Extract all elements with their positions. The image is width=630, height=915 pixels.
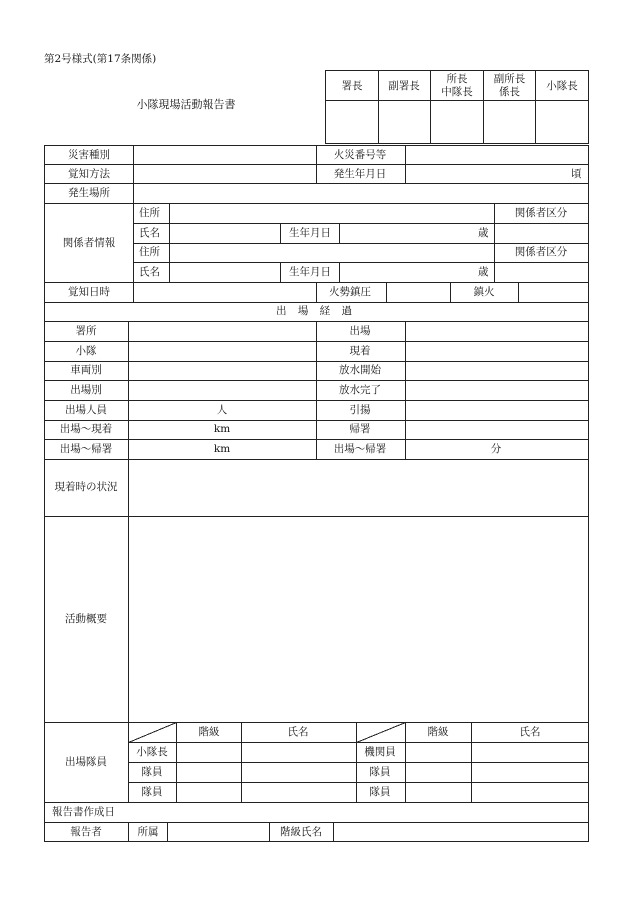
crew-engineer-rank-field[interactable] bbox=[406, 743, 471, 762]
to-return-time-label: 出場～帰署 bbox=[333, 443, 387, 455]
crew-label: 出場隊員 bbox=[65, 756, 107, 768]
return-label: 帰署 bbox=[349, 423, 371, 435]
crew-member-label-2: 隊員 bbox=[141, 786, 163, 798]
affiliation-field[interactable] bbox=[168, 823, 269, 841]
vehicle-type-field[interactable] bbox=[129, 362, 316, 380]
person2-name-label: 氏名 bbox=[139, 266, 160, 278]
crew-platoon-leader-rank-field[interactable] bbox=[177, 743, 241, 762]
approval-chief-label: 署長 bbox=[341, 80, 363, 92]
crew-name-header-left: 氏名 bbox=[287, 726, 309, 738]
person1-address-field[interactable] bbox=[170, 204, 494, 223]
detection-method-label: 覚知方法 bbox=[68, 168, 110, 180]
stamp-field-chief[interactable] bbox=[326, 101, 378, 143]
person1-name-field[interactable] bbox=[170, 224, 280, 243]
approval-station-chief-label: 所長 中隊長 bbox=[441, 73, 473, 99]
stamp-field-station-chief[interactable] bbox=[431, 101, 483, 143]
withdrawal-field[interactable] bbox=[406, 401, 588, 420]
person1-address-label: 住所 bbox=[139, 207, 160, 219]
person1-category-field[interactable] bbox=[495, 224, 588, 243]
return-field[interactable] bbox=[406, 421, 588, 439]
person1-age-suffix: 歳 bbox=[478, 227, 489, 239]
occurrence-place-label: 発生場所 bbox=[68, 187, 110, 199]
crew-rank-header-left: 階級 bbox=[198, 726, 220, 738]
person2-address-field[interactable] bbox=[170, 244, 494, 262]
platoon-label: 小隊 bbox=[75, 345, 97, 357]
affiliation-label: 所属 bbox=[137, 826, 159, 838]
situation-on-arrival-label: 現着時の状況 bbox=[54, 481, 118, 493]
extinguished-field[interactable] bbox=[519, 283, 588, 302]
stamp-field-deputy-station-chief[interactable] bbox=[484, 101, 535, 143]
form-number: 第2号様式(第17条関係) bbox=[44, 53, 157, 65]
to-return-label: 出場～帰署 bbox=[59, 443, 113, 455]
crew-member2-rank-field[interactable] bbox=[177, 783, 241, 802]
approx-suffix: 頃 bbox=[571, 168, 582, 180]
person1-category-label: 関係者区分 bbox=[514, 207, 568, 219]
vehicle-type-label: 車両別 bbox=[70, 364, 102, 376]
arrival-field[interactable] bbox=[406, 342, 588, 361]
crew-member-label-1: 隊員 bbox=[141, 766, 163, 778]
crew-member1-name-field[interactable] bbox=[242, 763, 356, 782]
person2-age-suffix: 歳 bbox=[478, 266, 489, 278]
reporter-label: 報告者 bbox=[70, 826, 102, 838]
person2-birthdate-field[interactable] bbox=[340, 263, 480, 282]
occurrence-place-field[interactable] bbox=[134, 184, 588, 203]
fire-number-label: 火災番号等 bbox=[333, 149, 387, 161]
crew-member-label-3: 隊員 bbox=[369, 766, 391, 778]
arrival-label: 現着 bbox=[349, 345, 371, 357]
page-title: 小隊現場活動報告書 bbox=[136, 98, 236, 111]
withdrawal-label: 引揚 bbox=[349, 404, 371, 416]
dispatch-type-label: 出場別 bbox=[70, 384, 102, 396]
occurrence-date-label: 発生年月日 bbox=[333, 168, 387, 180]
to-return-km-unit: km bbox=[213, 443, 231, 455]
approval-deputy-chief-label: 副署長 bbox=[388, 80, 420, 92]
crew-member3-name-field[interactable] bbox=[472, 763, 588, 782]
extinguished-label: 鎮火 bbox=[473, 286, 495, 298]
situation-on-arrival-field[interactable] bbox=[129, 460, 588, 516]
detection-method-field[interactable] bbox=[134, 165, 316, 183]
person2-birthdate-label: 生年月日 bbox=[289, 266, 331, 278]
approval-deputy-station-chief-label: 副所長 係長 bbox=[493, 73, 526, 99]
detection-datetime-field[interactable] bbox=[134, 283, 316, 302]
personnel-label: 出場人員 bbox=[65, 404, 107, 416]
platoon-field[interactable] bbox=[129, 342, 316, 361]
crew-rank-header-right: 階級 bbox=[427, 726, 449, 738]
person2-name-field[interactable] bbox=[170, 263, 280, 282]
person2-category-field[interactable] bbox=[495, 263, 588, 282]
water-start-label: 放水開始 bbox=[339, 364, 381, 376]
crew-engineer-label: 機関員 bbox=[364, 746, 396, 758]
station-field[interactable] bbox=[129, 322, 316, 341]
person2-category-label: 関係者区分 bbox=[514, 246, 568, 258]
departure-field[interactable] bbox=[406, 322, 588, 341]
crew-member4-rank-field[interactable] bbox=[406, 783, 471, 802]
crew-member2-name-field[interactable] bbox=[242, 783, 356, 802]
to-arrival-km-unit: km bbox=[213, 423, 231, 435]
crew-platoon-leader-name-field[interactable] bbox=[242, 743, 356, 762]
crew-member3-rank-field[interactable] bbox=[406, 763, 471, 782]
person1-name-label: 氏名 bbox=[139, 227, 160, 239]
water-start-field[interactable] bbox=[406, 362, 588, 380]
rank-name-label: 階級氏名 bbox=[280, 826, 322, 838]
activity-summary-label: 活動概要 bbox=[65, 613, 107, 625]
crew-platoon-leader-label: 小隊長 bbox=[136, 746, 168, 758]
fire-suppressed-field[interactable] bbox=[387, 283, 450, 302]
rank-name-field[interactable] bbox=[334, 823, 588, 841]
related-persons-label: 関係者情報 bbox=[62, 237, 116, 249]
water-end-label: 放水完了 bbox=[339, 384, 381, 396]
dispatch-section-title: 出 場 経 過 bbox=[275, 305, 357, 317]
crew-member-label-4: 隊員 bbox=[369, 786, 391, 798]
crew-member1-rank-field[interactable] bbox=[177, 763, 241, 782]
occurrence-date-field[interactable] bbox=[406, 165, 566, 183]
crew-engineer-name-field[interactable] bbox=[472, 743, 588, 762]
person1-birthdate-label: 生年月日 bbox=[289, 227, 331, 239]
station-label: 署所 bbox=[75, 325, 97, 337]
detection-datetime-label: 覚知日時 bbox=[68, 286, 110, 298]
crew-name-header-right: 氏名 bbox=[519, 726, 541, 738]
report-date-field[interactable] bbox=[129, 803, 588, 822]
disaster-type-field[interactable] bbox=[134, 146, 316, 164]
report-date-label: 報告書作成日 bbox=[52, 806, 115, 818]
person2-address-label: 住所 bbox=[139, 246, 160, 258]
approval-platoon-leader-label: 小隊長 bbox=[546, 80, 578, 92]
fire-suppressed-label: 火勢鎮圧 bbox=[329, 286, 371, 298]
minutes-unit: 分 bbox=[490, 443, 502, 455]
departure-label: 出場 bbox=[349, 325, 371, 337]
dispatch-type-field[interactable] bbox=[129, 381, 316, 400]
stamp-field-platoon-leader[interactable] bbox=[536, 101, 588, 143]
stamp-field-deputy-chief[interactable] bbox=[379, 101, 430, 143]
person1-birthdate-field[interactable] bbox=[340, 224, 480, 243]
activity-summary-field[interactable] bbox=[129, 517, 588, 722]
personnel-unit: 人 bbox=[216, 404, 228, 416]
to-arrival-label: 出場～現着 bbox=[59, 423, 113, 435]
crew-member4-name-field[interactable] bbox=[472, 783, 588, 802]
fire-number-field[interactable] bbox=[406, 146, 588, 164]
disaster-type-label: 災害種別 bbox=[68, 149, 110, 161]
water-end-field[interactable] bbox=[406, 381, 588, 400]
